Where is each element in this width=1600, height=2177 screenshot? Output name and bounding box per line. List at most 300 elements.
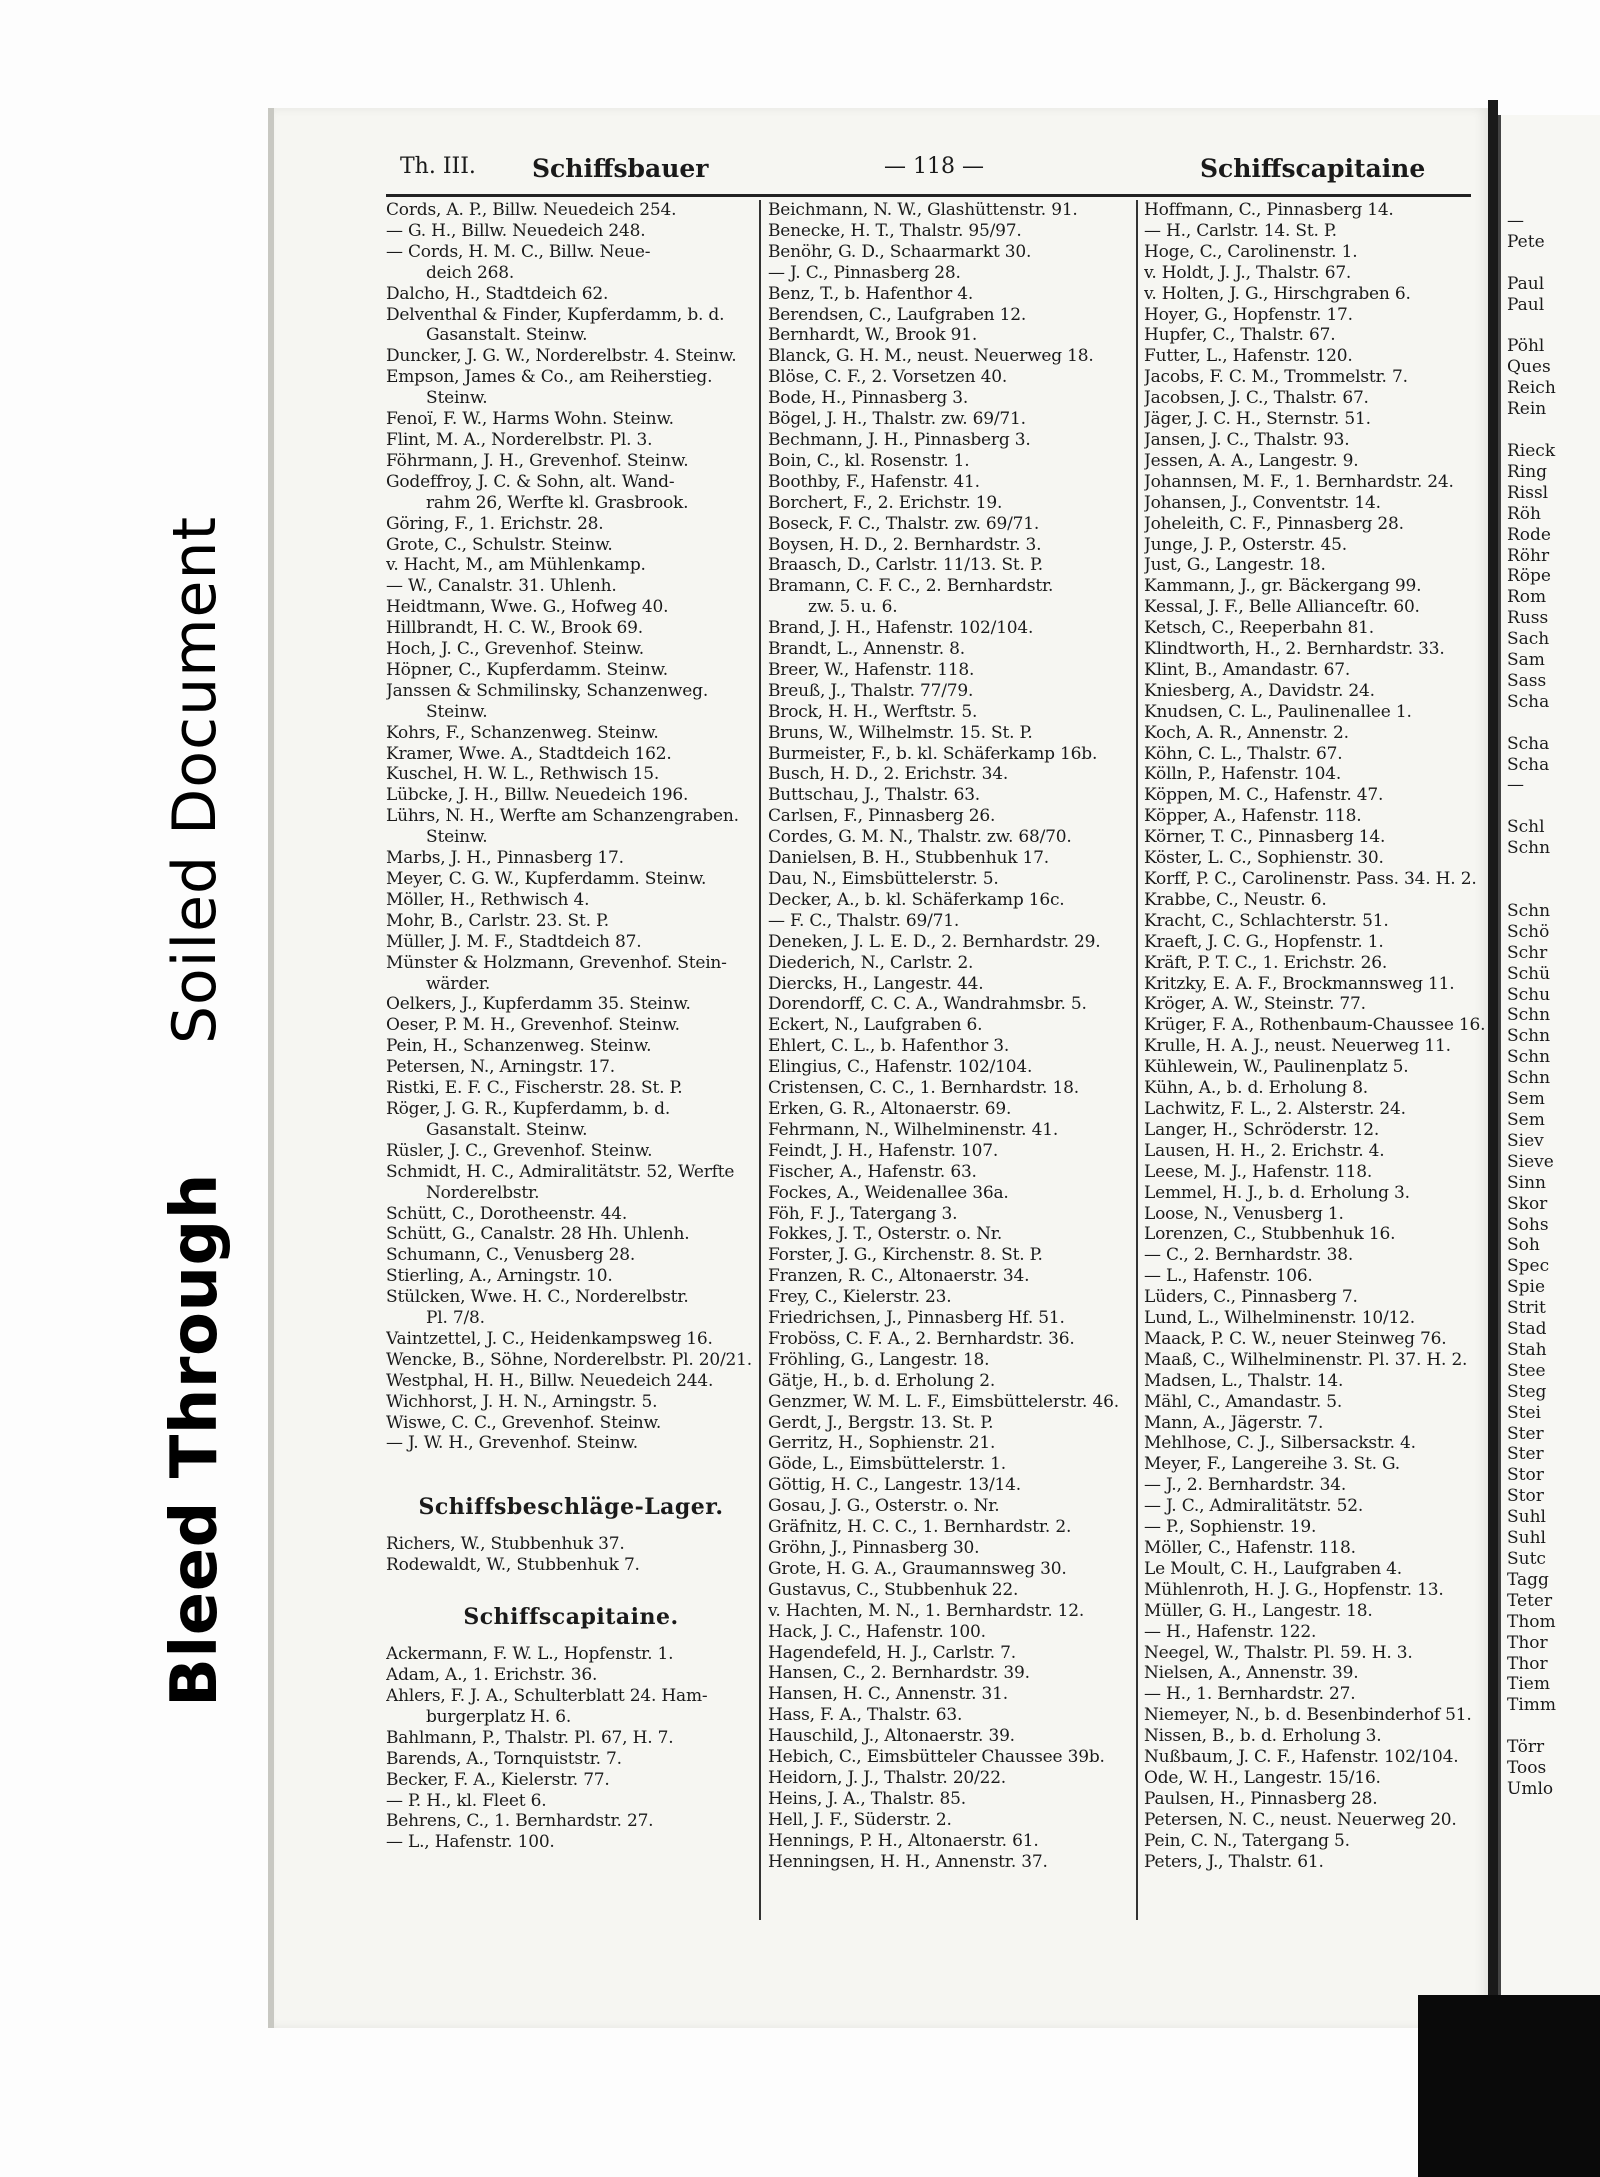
directory-entry: v. Hacht, M., am Mühlenkamp.	[386, 555, 646, 576]
directory-entry: Stierling, A., Arningstr. 10.	[386, 1266, 613, 1287]
facing-page-entry: Stei	[1507, 1402, 1541, 1423]
directory-entry: Maack, P. C. W., neuer Steinweg 76.	[1144, 1328, 1447, 1349]
directory-entry: Kühn, A., b. d. Erholung 8.	[1144, 1078, 1369, 1099]
directory-entry: Brandt, L., Annenstr. 8.	[768, 639, 965, 660]
directory-entry: Köhn, C. L., Thalstr. 67.	[1144, 743, 1343, 764]
facing-page-edge	[1498, 115, 1600, 2045]
facing-page-entry: Stor	[1507, 1486, 1544, 1507]
directory-entry: Gätje, H., b. d. Erholung 2.	[768, 1370, 996, 1391]
directory-entry: Frey, C., Kielerstr. 23.	[768, 1287, 952, 1308]
directory-entry: Brand, J. H., Hafenstr. 102/104.	[768, 618, 1034, 639]
facing-page-entry: Schn	[1507, 1005, 1551, 1026]
directory-entry: Blöse, C. F., 2. Vorsetzen 40.	[768, 367, 1008, 388]
directory-entry: Eckert, N., Laufgraben 6.	[768, 1015, 983, 1036]
directory-entry: Meyer, C. G. W., Kupferdamm. Steinw.	[386, 869, 707, 889]
directory-entry: Bramann, C. F. C., 2. Bernhardstr.	[768, 576, 1054, 597]
header-title-left: Schiffsbauer	[532, 154, 709, 183]
directory-entry: Koch, A. R., Annenstr. 2.	[1144, 722, 1349, 743]
facing-page-entry: Scha	[1507, 691, 1550, 712]
directory-entry: Junge, J. P., Osterstr. 45.	[1144, 534, 1347, 555]
page-number: — 118 —	[884, 154, 984, 179]
directory-entry: Gräfnitz, H. C. C., 1. Bernhardstr. 2.	[768, 1517, 1072, 1538]
facing-page-entry: Schn	[1507, 1068, 1551, 1089]
soiled-document-stamp	[140, 480, 250, 1080]
facing-page-entry	[1501, 1716, 1556, 1737]
directory-entry: Franzen, R. C., Altonaerstr. 34.	[768, 1266, 1030, 1287]
directory-entry: burgerplatz H. 6.	[426, 1706, 572, 1727]
directory-entry: Hebich, C., Eimsbütteler Chaussee 39b.	[768, 1747, 1105, 1768]
volume-label: Th. III.	[400, 154, 476, 179]
directory-entry: Cordes, G. M. N., Thalstr. zw. 68/70.	[768, 827, 1072, 848]
directory-entry: Gasanstalt. Steinw.	[426, 325, 588, 346]
directory-entry: Gerdt, J., Bergstr. 13. St. P.	[768, 1412, 994, 1433]
directory-entry: Godeffroy, J. C. & Sohn, alt. Wand-	[386, 471, 675, 492]
directory-entry: Loose, N., Venusberg 1.	[1144, 1203, 1344, 1224]
facing-page-entry: Rissl	[1507, 482, 1549, 503]
directory-entry: Danielsen, B. H., Stubbenhuk 17.	[768, 848, 1049, 869]
bleed-through-label: Bleed Through	[158, 1173, 232, 1707]
directory-entry: Hauschild, J., Altonaerstr. 39.	[768, 1726, 1015, 1747]
directory-entry: Müller, J. M. F., Stadtdeich 87.	[386, 931, 642, 952]
column-1	[386, 200, 756, 2020]
directory-entry: Boin, C., kl. Rosenstr. 1.	[768, 450, 970, 471]
directory-entry: Kuschel, H. W. L., Rethwisch 15.	[386, 764, 660, 785]
directory-entry: Bruns, W., Wilhelmstr. 15. St. P.	[768, 722, 1033, 743]
directory-entry: Jansen, J. C., Thalstr. 93.	[1144, 429, 1350, 450]
facing-page-entry: Timm	[1507, 1695, 1557, 1716]
directory-entry: Johannsen, M. F., 1. Bernhardstr. 24.	[1144, 471, 1454, 492]
directory-entry: Jäger, J. C. H., Sternstr. 51.	[1144, 409, 1371, 430]
directory-entry: Schütt, G., Canalstr. 28 Hh. Uhlenh.	[386, 1224, 690, 1245]
directory-entry: Kraeft, J. C. G., Hopfenstr. 1.	[1144, 931, 1384, 952]
facing-page-entry: Ster	[1507, 1423, 1544, 1444]
directory-entry: Bechmann, J. H., Pinnasberg 3.	[768, 429, 1031, 450]
directory-entry: Gosau, J. G., Osterstr. o. Nr.	[768, 1496, 1000, 1517]
facing-page-entry: Röpe	[1507, 566, 1551, 587]
directory-entry: Burmeister, F., b. kl. Schäferkamp 16b.	[768, 743, 1098, 764]
directory-entry: — P. H., kl. Fleet 6.	[386, 1790, 547, 1811]
facing-page-entry	[1501, 316, 1556, 337]
directory-entry: Madsen, L., Thalstr. 14.	[1144, 1370, 1344, 1391]
directory-entry: Norderelbstr.	[426, 1182, 540, 1203]
facing-page-entry: Tagg	[1507, 1569, 1549, 1590]
ship-fittings-list	[386, 1534, 756, 1576]
directory-entry: Futter, L., Hafenstr. 120.	[1144, 346, 1353, 367]
directory-entry: Stülcken, Wwe. H. C., Norderelbstr.	[386, 1287, 689, 1308]
directory-entry: Lachwitz, F. L., 2. Alsterstr. 24.	[1144, 1098, 1406, 1119]
directory-entry: Köppen, M. C., Hafenstr. 47.	[1144, 785, 1384, 806]
directory-entry: Buttschau, J., Thalstr. 63.	[768, 785, 981, 806]
facing-page-entry: Ster	[1507, 1444, 1544, 1465]
directory-entry: Oeser, P. M. H., Grevenhof. Steinw.	[386, 1015, 680, 1036]
facing-page-entry: Schn	[1507, 1047, 1551, 1068]
directory-entry: Dau, N., Eimsbüttelerstr. 5.	[768, 869, 999, 889]
facing-page-entry: Rieck	[1507, 440, 1556, 461]
column-3	[1144, 200, 1489, 2020]
directory-entry: Kritzky, E. A. F., Brockmannsweg 11.	[1144, 973, 1455, 994]
directory-entry: Gasanstalt. Steinw.	[426, 1119, 588, 1140]
directory-entry: Möller, C., Hafenstr. 118.	[1144, 1538, 1356, 1558]
directory-entry: Johansen, J., Conventstr. 14.	[1144, 492, 1381, 513]
directory-entry: Fenoï, F. W., Harms Wohn. Steinw.	[386, 409, 674, 430]
directory-entry: Kölln, P., Hafenstr. 104.	[1144, 764, 1342, 785]
directory-entry: — J., 2. Bernhardstr. 34.	[1144, 1475, 1347, 1496]
directory-entry: Braasch, D., Carlstr. 11/13. St. P.	[768, 555, 1043, 576]
directory-entry: Hoffmann, C., Pinnasberg 14.	[1144, 200, 1394, 220]
directory-entry: Cords, A. P., Billw. Neuedeich 254.	[386, 200, 677, 220]
facing-page-entry: Umlo	[1507, 1778, 1554, 1799]
directory-entry: Hack, J. C., Hafenstr. 100.	[768, 1621, 986, 1642]
directory-entry: — J. C., Admiralitätstr. 52.	[1144, 1496, 1364, 1517]
directory-entry: Köpper, A., Hafenstr. 118.	[1144, 806, 1362, 827]
directory-entry: — L., Hafenstr. 106.	[1144, 1266, 1313, 1287]
directory-entry: Föhrmann, J. H., Grevenhof. Steinw.	[386, 450, 689, 471]
facing-page-entry: Paul	[1507, 273, 1545, 294]
facing-page-entry: Scha	[1507, 754, 1550, 775]
directory-entry: Kramer, Wwe. A., Stadtdeich 162.	[386, 743, 672, 764]
directory-entry: Benöhr, G. D., Schaarmarkt 30.	[768, 241, 1032, 262]
directory-entry: Peters, J., Thalstr. 61.	[1144, 1851, 1324, 1872]
directory-entry: Empson, James & Co., am Reiherstieg.	[386, 367, 713, 388]
directory-entry: Hoyer, G., Hopfenstr. 17.	[1144, 304, 1353, 325]
directory-entry: Breer, W., Hafenstr. 118.	[768, 659, 975, 680]
directory-entry: rahm 26, Werfte kl. Grasbrook.	[426, 492, 689, 513]
facing-page-entry	[1501, 713, 1556, 734]
facing-page-entry: Schl	[1507, 817, 1545, 838]
directory-entry: — Cords, H. M. C., Billw. Neue-	[386, 241, 651, 262]
directory-entry: Gröhn, J., Pinnasberg 30.	[768, 1538, 980, 1558]
directory-entry: Hennings, P. H., Altonaerstr. 61.	[768, 1830, 1039, 1851]
page-header	[400, 154, 1460, 194]
directory-entry: Rodewaldt, W., Stubbenhuk 7.	[386, 1555, 640, 1576]
directory-entry: Ristki, E. F. C., Fischerstr. 28. St. P.	[386, 1078, 683, 1099]
directory-entry: Kräft, P. T. C., 1. Erichstr. 26.	[1144, 952, 1388, 973]
directory-entry: Elingius, C., Hafenstr. 102/104.	[768, 1057, 1033, 1078]
facing-page-entry: Sam	[1507, 650, 1545, 671]
header-title-right: Schiffscapitaine	[1200, 154, 1426, 183]
facing-page-entry: Schn	[1507, 838, 1551, 859]
directory-entry: Pein, C. N., Tatergang 5.	[1144, 1830, 1350, 1851]
facing-page-entry: Stah	[1507, 1339, 1547, 1360]
directory-entry: Lorenzen, C., Stubbenhuk 16.	[1144, 1224, 1396, 1245]
directory-entry: Mühlenroth, H. J. G., Hopfenstr. 13.	[1144, 1579, 1444, 1600]
facing-page-entry: Rode	[1507, 524, 1551, 545]
directory-page	[268, 108, 1489, 2028]
directory-entry: Schumann, C., Venusberg 28.	[386, 1245, 636, 1266]
directory-entry: Diercks, H., Langestr. 44.	[768, 973, 984, 994]
facing-page-entry: Stee	[1507, 1360, 1546, 1381]
directory-entry: Münster & Holzmann, Grevenhof. Stein-	[386, 952, 727, 973]
directory-entry: Grote, H. G. A., Graumannsweg 30.	[768, 1558, 1067, 1579]
directory-entry: Krulle, H. A. J., neust. Neuerweg 11.	[1144, 1036, 1451, 1057]
directory-entry: v. Holdt, J. J., Thalstr. 67.	[1144, 262, 1352, 283]
directory-entry: Krabbe, C., Neustr. 6.	[1144, 889, 1327, 910]
directory-entry: Fockes, A., Weidenallee 36a.	[768, 1182, 1009, 1203]
facing-page-entry: —	[1507, 211, 1524, 231]
directory-entry: — W., Canalstr. 31. Uhlenh.	[386, 576, 617, 597]
facing-page-entry: Suhl	[1507, 1507, 1546, 1528]
directory-entry: Hansen, H. C., Annenstr. 31.	[768, 1684, 1008, 1705]
directory-entry: Cristensen, C. C., 1. Bernhardstr. 18.	[768, 1078, 1079, 1099]
directory-entry: Blanck, G. H. M., neust. Neuerweg 18.	[768, 346, 1094, 367]
facing-page-entry: Thom	[1507, 1611, 1556, 1632]
directory-entry: Bögel, J. H., Thalstr. zw. 69/71.	[768, 409, 1026, 430]
directory-entry: Dorendorff, C. C. A., Wandrahmsbr. 5.	[768, 994, 1087, 1015]
directory-entry: Klindtworth, H., 2. Bernhardstr. 33.	[1144, 639, 1445, 660]
directory-entry: — G. H., Billw. Neuedeich 248.	[386, 220, 646, 241]
directory-entry: — L., Hafenstr. 100.	[386, 1832, 555, 1853]
directory-entry: Fröhling, G., Langestr. 18.	[768, 1349, 990, 1370]
directory-entry: Benecke, H. T., Thalstr. 95/97.	[768, 220, 1022, 241]
directory-entry: Langer, H., Schröderstr. 12.	[1144, 1119, 1380, 1140]
facing-page-entry: Toos	[1507, 1758, 1547, 1779]
directory-entry: Genzmer, W. M. L. F., Eimsbüttelerstr. 46.	[768, 1391, 1119, 1412]
directory-entry: Henningsen, H. H., Annenstr. 37.	[768, 1851, 1048, 1872]
facing-page-entry: Suhl	[1507, 1528, 1546, 1549]
directory-entry: Steinw.	[426, 827, 488, 848]
directory-entry: Ahlers, F. J. A., Schulterblatt 24. Ham-	[386, 1686, 708, 1706]
directory-entry: Deneken, J. L. E. D., 2. Bernhardstr. 29.	[768, 931, 1101, 952]
facing-page-entry: Sem	[1507, 1109, 1545, 1130]
directory-entry: Behrens, C., 1. Bernhardstr. 27.	[386, 1811, 654, 1832]
directory-entry: Göde, L., Eimsbüttelerstr. 1.	[768, 1454, 1006, 1475]
directory-entry: Fokkes, J. T., Osterstr. o. Nr.	[768, 1224, 1003, 1245]
directory-entry: Möller, H., Rethwisch 4.	[386, 889, 590, 910]
directory-entry: Carlsen, F., Pinnasberg 26.	[768, 806, 996, 827]
directory-entry: Fehrmann, N., Wilhelminenstr. 41.	[768, 1119, 1059, 1140]
facing-page-entry: —	[1507, 775, 1524, 796]
directory-entry: Duncker, J. G. W., Norderelbstr. 4. Steinw.	[386, 346, 737, 367]
directory-entry: Becker, F. A., Kielerstr. 77.	[386, 1769, 610, 1790]
directory-entry: Köster, L. C., Sophienstr. 30.	[1144, 848, 1384, 869]
directory-entry: v. Holten, J. G., Hirschgraben 6.	[1144, 283, 1411, 304]
soiled-document-label: Soiled Document	[160, 515, 231, 1045]
directory-entry: Delventhal & Finder, Kupferdamm, b. d.	[386, 304, 725, 325]
directory-entry: Krüger, F. A., Rothenbaum-Chaussee 16.	[1144, 1015, 1486, 1036]
directory-entry: Lemmel, H. J., b. d. Erholung 3.	[1144, 1182, 1410, 1203]
directory-entry: Pl. 7/8.	[426, 1308, 485, 1329]
directory-entry: Nußbaum, J. C. F., Hafenstr. 102/104.	[1144, 1747, 1459, 1768]
directory-entry: Breuß, J., Thalstr. 77/79.	[768, 680, 974, 701]
directory-entry: Körner, T. C., Pinnasberg 14.	[1144, 827, 1386, 848]
directory-entry: Kühlewein, W., Paulinenplatz 5.	[1144, 1057, 1409, 1078]
directory-entry: Kröger, A. W., Steinstr. 77.	[1144, 994, 1366, 1015]
directory-entry: Kohrs, F., Schanzenweg. Steinw.	[386, 722, 659, 743]
directory-entry: Feindt, J. H., Hafenstr. 107.	[768, 1140, 999, 1161]
facing-page-entry: Steg	[1507, 1381, 1547, 1402]
facing-page-entry: Ring	[1507, 461, 1548, 482]
directory-entry: Steinw.	[426, 701, 488, 722]
directory-entry: Klint, B., Amandastr. 67.	[1144, 659, 1351, 680]
directory-entry: Jessen, A. A., Langestr. 9.	[1144, 450, 1359, 471]
directory-entry: Göring, F., 1. Erichstr. 28.	[386, 513, 604, 534]
directory-entry: Marbs, J. H., Pinnasberg 17.	[386, 848, 624, 869]
directory-entry: — H., Hafenstr. 122.	[1144, 1621, 1317, 1642]
directory-entry: Knudsen, C. L., Paulinenallee 1.	[1144, 701, 1412, 722]
facing-page-entry	[1501, 859, 1556, 880]
facing-page-entry: Spec	[1507, 1256, 1550, 1277]
directory-entry: Le Moult, C. H., Laufgraben 4.	[1144, 1558, 1402, 1579]
directory-entry: — H., Carlstr. 14. St. P.	[1144, 220, 1337, 241]
directory-entry: Jacobs, F. C. M., Trommelstr. 7.	[1144, 367, 1408, 388]
directory-entry: Boothby, F., Hafenstr. 41.	[768, 471, 980, 492]
directory-entry: Benz, T., b. Hafenthor 4.	[768, 283, 974, 304]
facing-page-entry: Schu	[1507, 984, 1551, 1005]
facing-page-entry	[1501, 253, 1556, 274]
directory-entry: Föh, F. J., Tatergang 3.	[768, 1203, 958, 1224]
facing-page-entry: Sach	[1507, 629, 1550, 650]
facing-page-entry: Röh	[1507, 503, 1541, 524]
facing-page-entry: Schü	[1507, 963, 1551, 984]
directory-entry: Nielsen, A., Annenstr. 39.	[1144, 1663, 1359, 1684]
directory-entry: Forster, J. G., Kirchenstr. 8. St. P.	[768, 1245, 1043, 1266]
facing-page-entry	[1501, 796, 1556, 817]
facing-page-entry: Schr	[1507, 942, 1548, 963]
facing-page-entry: Sohs	[1507, 1214, 1549, 1235]
directory-entry: Jacobsen, J. C., Thalstr. 67.	[1144, 388, 1369, 409]
facing-page-entry	[1501, 880, 1556, 901]
facing-page-entry: Rom	[1507, 587, 1547, 608]
directory-entry: Lüders, C., Pinnasberg 7.	[1144, 1287, 1358, 1308]
directory-entry: Ketsch, C., Reeperbahn 81.	[1144, 618, 1374, 639]
directory-entry: — J. W. H., Grevenhof. Steinw.	[386, 1433, 638, 1454]
directory-entry: Borchert, F., 2. Erichstr. 19.	[768, 492, 1003, 513]
facing-page-entry: Scha	[1507, 733, 1550, 754]
facing-page-entry: Sieve	[1507, 1151, 1554, 1172]
directory-entry: Gerritz, H., Sophienstr. 21.	[768, 1433, 996, 1454]
directory-entry: Maaß, C., Wilhelminenstr. Pl. 37. H. 2.	[1144, 1349, 1468, 1370]
directory-entry: Steinw.	[426, 388, 488, 409]
facing-page-entry: Teter	[1507, 1590, 1553, 1611]
directory-entry: Just, G., Langestr. 18.	[1144, 555, 1326, 576]
directory-entry: Müller, G. H., Langestr. 18.	[1144, 1600, 1373, 1621]
directory-entry: Paulsen, H., Pinnasberg 28.	[1144, 1788, 1378, 1809]
facing-page-entry: Thor	[1507, 1632, 1548, 1653]
directory-entry: Joheleith, C. F., Pinnasberg 28.	[1144, 513, 1404, 534]
directory-entry: Barends, A., Tornquiststr. 7.	[386, 1748, 622, 1769]
directory-entry: Lübcke, J. H., Billw. Neuedeich 196.	[386, 785, 689, 806]
directory-entry: Busch, H. D., 2. Erichstr. 34.	[768, 764, 1009, 785]
facing-page-entry: Stor	[1507, 1465, 1544, 1486]
directory-entry: Schmidt, H. C., Admiralitätstr. 52, Werfte	[386, 1161, 735, 1182]
directory-entry: Lund, L., Wilhelminenstr. 10/12.	[1144, 1308, 1416, 1329]
directory-entry: Lührs, N. H., Werfte am Schanzengraben.	[386, 806, 739, 827]
directory-entry: Hell, J. F., Süderstr. 2.	[768, 1809, 952, 1830]
directory-entry: Beichmann, N. W., Glashüttenstr. 91.	[768, 200, 1078, 220]
directory-entry: — C., 2. Bernhardstr. 38.	[1144, 1245, 1354, 1266]
directory-entry: Richers, W., Stubbenhuk 37.	[386, 1534, 625, 1555]
directory-entry: — P., Sophienstr. 19.	[1144, 1517, 1317, 1538]
facing-page-entry: Siev	[1507, 1130, 1544, 1151]
facing-page-entry: Sutc	[1507, 1549, 1546, 1569]
directory-entry: Hillbrandt, H. C. W., Brook 69.	[386, 618, 643, 639]
facing-page-entry: Stad	[1507, 1319, 1547, 1340]
directory-entry: Kammann, J., gr. Bäckergang 99.	[1144, 576, 1422, 597]
directory-entry: Kracht, C., Schlachterstr. 51.	[1144, 910, 1389, 931]
directory-entry: Boysen, H. D., 2. Bernhardstr. 3.	[768, 534, 1042, 555]
facing-page-entry: Schö	[1507, 921, 1550, 942]
facing-page-entry	[1501, 420, 1556, 441]
directory-entry: wärder.	[426, 973, 491, 994]
directory-entry: Petersen, N. C., neust. Neuerweg 20.	[1144, 1809, 1457, 1830]
facing-page-entry: Schn	[1507, 1026, 1551, 1047]
book-spine-shadow	[1488, 100, 1498, 2060]
directory-entry: Niemeyer, N., b. d. Besenbinderhof 51.	[1144, 1705, 1472, 1726]
directory-entry: Froböss, C. F. A., 2. Bernhardstr. 36.	[768, 1328, 1075, 1349]
facing-page-entry: Skor	[1507, 1193, 1548, 1214]
facing-page-entry: Spie	[1507, 1277, 1546, 1298]
facing-page-entry: Tiem	[1507, 1674, 1550, 1695]
directory-entry: deich 268.	[426, 262, 515, 283]
facing-page-entry: Rein	[1507, 399, 1547, 420]
directory-entry: Erken, G. R., Altonaerstr. 69.	[768, 1098, 1012, 1119]
facing-page-entry: Törr	[1507, 1737, 1545, 1758]
directory-entry: Westphal, H. H., Billw. Neuedeich 244.	[386, 1370, 714, 1391]
directory-entry: Kniesberg, A., Davidstr. 24.	[1144, 680, 1375, 701]
shipbuilders-list	[386, 200, 756, 1454]
column-divider	[759, 200, 761, 1920]
directory-entry: Boseck, F. C., Thalstr. zw. 69/71.	[768, 513, 1040, 534]
directory-entry: — F. C., Thalstr. 69/71.	[768, 910, 960, 931]
directory-entry: Bernhardt, W., Brook 91.	[768, 325, 978, 346]
directory-entry: Decker, A., b. kl. Schäferkamp 16c.	[768, 889, 1065, 910]
directory-entry: Nissen, B., b. d. Erholung 3.	[1144, 1726, 1382, 1747]
directory-entry: Mähl, C., Amandastr. 5.	[1144, 1391, 1343, 1412]
directory-entry: Heidtmann, Wwe. G., Hofweg 40.	[386, 597, 669, 618]
facing-page-entry: Strit	[1507, 1298, 1546, 1319]
ship-captains-list	[386, 1644, 756, 1853]
directory-entry: Göttig, H. C., Langestr. 13/14.	[768, 1475, 1021, 1496]
directory-entry: Mehlhose, C. J., Silbersackstr. 4.	[1144, 1433, 1416, 1454]
directory-entry: v. Hachten, M. N., 1. Bernhardstr. 12.	[768, 1600, 1085, 1621]
scan-border-black	[1418, 1995, 1600, 2177]
section-title: Schiffscapitaine.	[463, 1604, 679, 1631]
directory-entry: Dalcho, H., Stadtdeich 62.	[386, 283, 609, 304]
directory-entry: Wiswe, C. C., Grevenhof. Steinw.	[386, 1412, 662, 1433]
directory-entry: Brock, H. H., Werftstr. 5.	[768, 701, 978, 722]
bleed-through-stamp	[140, 1140, 250, 1740]
directory-entry: Hagendefeld, H. J., Carlstr. 7.	[768, 1642, 1016, 1663]
directory-entry: — J. C., Pinnasberg 28.	[768, 262, 961, 283]
directory-entry: Diederich, N., Carlstr. 2.	[768, 952, 974, 973]
facing-page-entry: Sem	[1507, 1089, 1545, 1110]
directory-entry: Röger, J. G. R., Kupferdamm, b. d.	[386, 1098, 671, 1119]
directory-entry: Oelkers, J., Kupferdamm 35. Steinw.	[386, 994, 691, 1015]
directory-entry: Neegel, W., Thalstr. Pl. 59. H. 3.	[1144, 1642, 1413, 1663]
directory-entry: Grote, C., Schulstr. Steinw.	[386, 534, 613, 555]
directory-entry: Wichhorst, J. H. N., Arningstr. 5.	[386, 1391, 658, 1412]
directory-entry: Korff, P. C., Carolinenstr. Pass. 34. H. 2.	[1144, 869, 1477, 889]
directory-entry: Hansen, C., 2. Bernhardstr. 39.	[768, 1663, 1030, 1684]
directory-entry: Gustavus, C., Stubbenhuk 22.	[768, 1579, 1019, 1600]
directory-entry: Berendsen, C., Laufgraben 12.	[768, 304, 1027, 325]
directory-entry: Lausen, H. H., 2. Erichstr. 4.	[1144, 1140, 1385, 1161]
directory-entry: Wencke, B., Söhne, Norderelbstr. Pl. 20/21.	[386, 1349, 752, 1370]
directory-entry: — H., 1. Bernhardstr. 27.	[1144, 1684, 1356, 1705]
header-rule	[386, 194, 1471, 197]
directory-entry: Meyer, F., Langereihe 3. St. G.	[1144, 1454, 1400, 1475]
directory-entry: Ode, W. H., Langestr. 15/16.	[1144, 1767, 1381, 1788]
directory-entry: Bahlmann, P., Thalstr. Pl. 67, H. 7.	[386, 1727, 674, 1748]
directory-entry: Hupfer, C., Thalstr. 67.	[1144, 325, 1336, 346]
directory-entry: Heidorn, J. J., Thalstr. 20/22.	[768, 1767, 1007, 1788]
directory-entry: Janssen & Schmilinsky, Schanzenweg.	[386, 680, 709, 701]
directory-entry: Petersen, N., Arningstr. 17.	[386, 1057, 615, 1078]
directory-entry: Friedrichsen, J., Pinnasberg Hf. 51.	[768, 1308, 1065, 1329]
directory-entry: Hoch, J. C., Grevenhof. Steinw.	[386, 639, 644, 660]
facing-page-entry: Russ	[1507, 608, 1549, 629]
directory-entry: Ehlert, C. L., b. Hafenthor 3.	[768, 1036, 1010, 1057]
